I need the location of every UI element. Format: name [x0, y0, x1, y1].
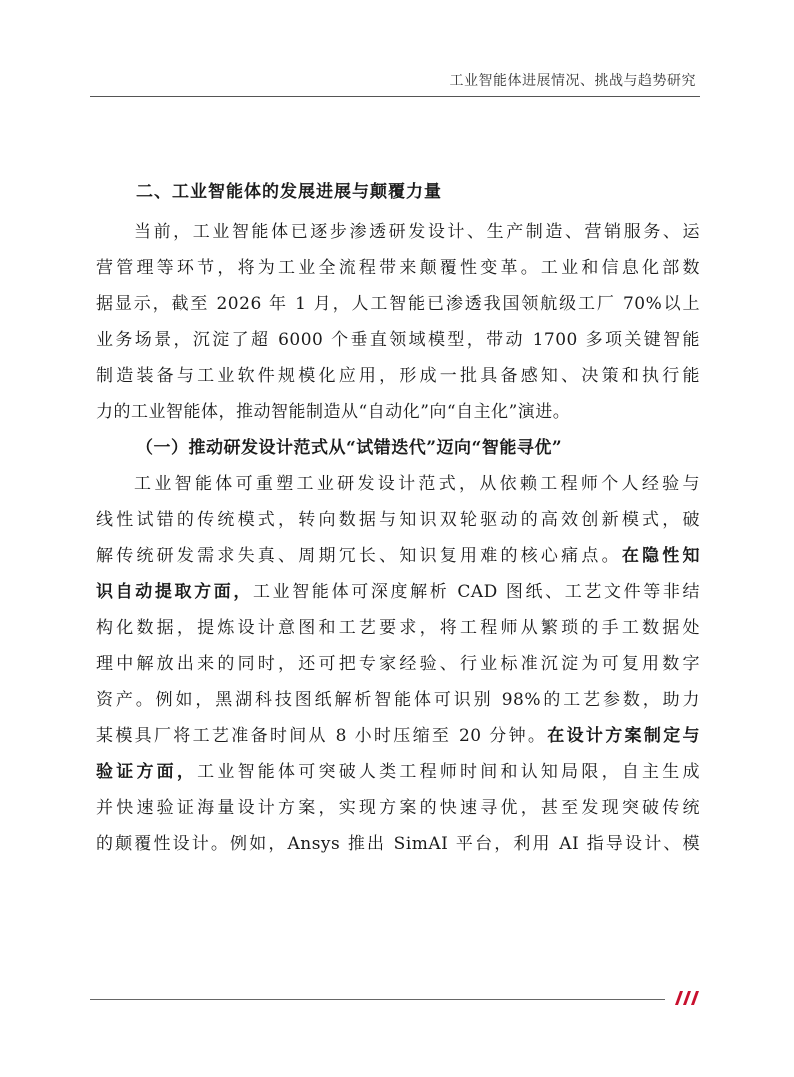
paragraph-line: 理中解放出来的同时，还可把专家经验、行业标准沉淀为可复用数字 [96, 654, 700, 674]
paragraph-line [96, 574, 700, 610]
paragraph-line: 构化数据，提炼设计意图和工艺要求，将工程师从繁琐的手工数据处 [96, 618, 700, 638]
paragraph-line: 据显示，截至 2026 年 1 月，人工智能已渗透我国领航级工厂 70%以上 [96, 294, 700, 314]
subsection-heading: （一）推动研发设计范式从“试错迭代”迈向“智能寻优” [136, 438, 563, 458]
emphasis-text: 识自动提取方面， [96, 582, 254, 602]
paragraph-line: 营管理等环节，将为工业全流程带来颠覆性变革。工业和信息化部数 [96, 258, 700, 278]
header-divider [90, 96, 700, 97]
paragraph-line: 的颠覆性设计。例如，Ansys 推出 SimAI 平台，利用 AI 指导设计、模 [96, 834, 700, 854]
body-paragraph [96, 466, 700, 862]
emphasis-text: 在设计方案制定与 [547, 726, 701, 746]
paragraph-line [96, 718, 700, 754]
footer-stripes-icon [671, 991, 703, 1005]
paragraph-line: 业务场景，沉淀了超 6000 个垂直领域模型，带动 1700 多项关键智能 [96, 330, 700, 350]
paragraph-line: 制造装备与工业软件规模化应用，形成一批具备感知、决策和执行能 [96, 366, 700, 386]
paragraph-line: 工业智能体可重塑工业研发设计范式，从依赖工程师个人经验与 [134, 474, 700, 494]
paragraph-line: 线性试错的传统模式，转向数据与知识双轮驱动的高效创新模式，破 [96, 510, 700, 530]
paragraph-line [96, 754, 700, 790]
paragraph-line: 资产。例如，黑湖科技图纸解析智能体可识别 98%的工艺参数，助力 [96, 690, 700, 710]
footer-divider [90, 999, 665, 1000]
intro-paragraph [96, 214, 700, 430]
paragraph-line: 力的工业智能体，推动智能制造从“自动化”向“自主化”演进。 [96, 402, 571, 422]
body-text: 工业智能体可深度解析 CAD 图纸、工艺文件等非结 [253, 582, 700, 602]
body-text: 工业智能体可突破人类工程师时间和认知局限，自主生成 [197, 762, 701, 782]
body-text: 某模具厂将工艺准备时间从 8 小时压缩至 20 分钟。 [96, 726, 548, 746]
paragraph-line: 当前，工业智能体已逐步渗透研发设计、生产制造、营销服务、运 [134, 222, 700, 242]
emphasis-text: 在隐性知 [621, 546, 701, 566]
paragraph-line: 并快速验证海量设计方案，实现方案的快速寻优，甚至发现突破传统 [96, 798, 700, 818]
body-text: 解传统研发需求失真、周期冗长、知识复用难的核心痛点。 [96, 546, 622, 566]
emphasis-text: 验证方面， [96, 762, 198, 782]
page-body [96, 180, 700, 862]
section-heading: 二、工业智能体的发展进展与颠覆力量 [136, 182, 442, 202]
running-header: 工业智能体进展情况、挑战与趋势研究 [449, 73, 696, 89]
paragraph-line [96, 538, 700, 574]
